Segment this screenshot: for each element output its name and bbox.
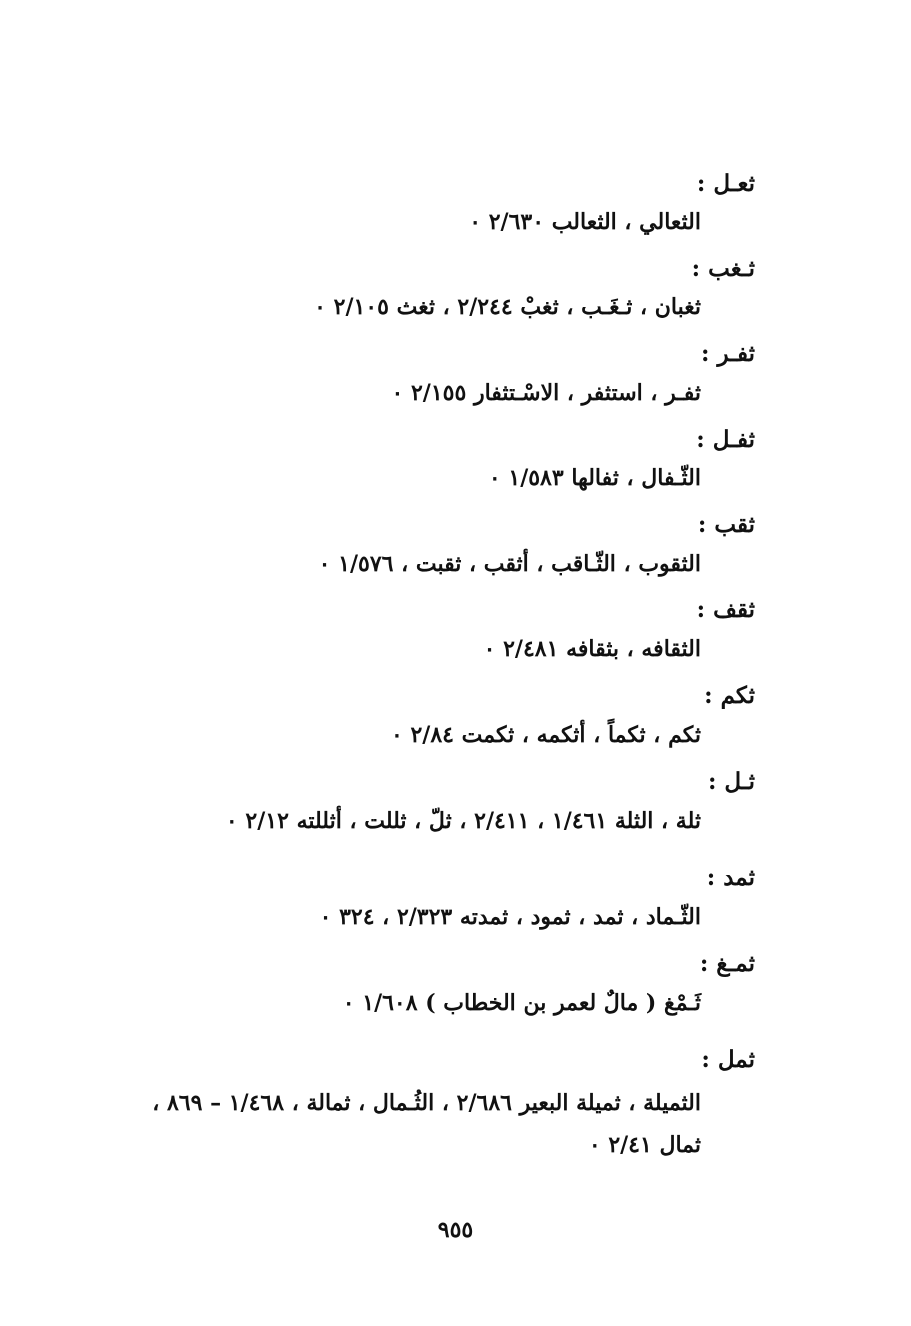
index-root-heading: ثـل :	[707, 768, 755, 795]
index-root-heading: ثقف :	[696, 596, 755, 623]
index-root-heading: ثكم :	[704, 682, 755, 709]
index-root-heading: ثعـل :	[696, 170, 755, 197]
index-root-heading: ثفـر :	[701, 340, 755, 367]
index-entry-line: ثمال ٢/٤١ ٠	[588, 1132, 701, 1158]
index-entry-line: الثقافه ، بثقافه ٢/٤٨١ ٠	[483, 636, 701, 662]
index-root-heading: ثفـل :	[696, 426, 755, 453]
index-entry-line: الثعالي ، الثعالب ٢/٦٣٠ ٠	[469, 209, 701, 235]
index-entry-line: ثفـر ، استثفر ، الاسْـتثفار ٢/١٥٥ ٠	[391, 380, 701, 406]
index-entry-line: الثميلة ، ثميلة البعير ٢/٦٨٦ ، الثُـمال ، ثمالة ، ١/٤٦٨ – ٨٦٩ ،	[152, 1090, 701, 1116]
page-number: ٩٥٥	[437, 1217, 474, 1243]
index-entry-line: ثكم ، ثكماً ، أثكمه ، ثكمت ٢/٨٤ ٠	[390, 722, 701, 748]
index-entry-line: الثّـماد ، ثمد ، ثمود ، ثمدته ٢/٣٢٣ ، ٣٢٤ ٠	[319, 904, 701, 930]
index-entry-line: ثلة ، الثلة ١/٤٦١ ، ٢/٤١١ ، ثلّ ، ثللت ، أثللته ٢/١٢ ٠	[225, 808, 701, 834]
index-root-heading: ثمـغ :	[699, 950, 755, 977]
index-root-heading: ثمل :	[701, 1046, 755, 1073]
index-entry-line: ثغبان ، ثـغَـب ، ثغبْ ٢/٢٤٤ ، ثغث ٢/١٠٥ ٠	[314, 294, 701, 320]
index-root-heading: ثـغب :	[691, 255, 755, 282]
index-entry-line: الثقوب ، الثّـاقب ، أثقب ، ثقبت ، ١/٥٧٦ ٠	[318, 551, 701, 577]
index-entry-line: ثَـمْغ ( مالٌ لعمر بن الخطاب ) ١/٦٠٨ ٠	[342, 990, 701, 1016]
index-root-heading: ثمد :	[706, 864, 755, 891]
index-root-heading: ثقب :	[697, 511, 755, 538]
index-entry-line: الثّـفال ، ثفالها ١/٥٨٣ ٠	[488, 465, 701, 491]
